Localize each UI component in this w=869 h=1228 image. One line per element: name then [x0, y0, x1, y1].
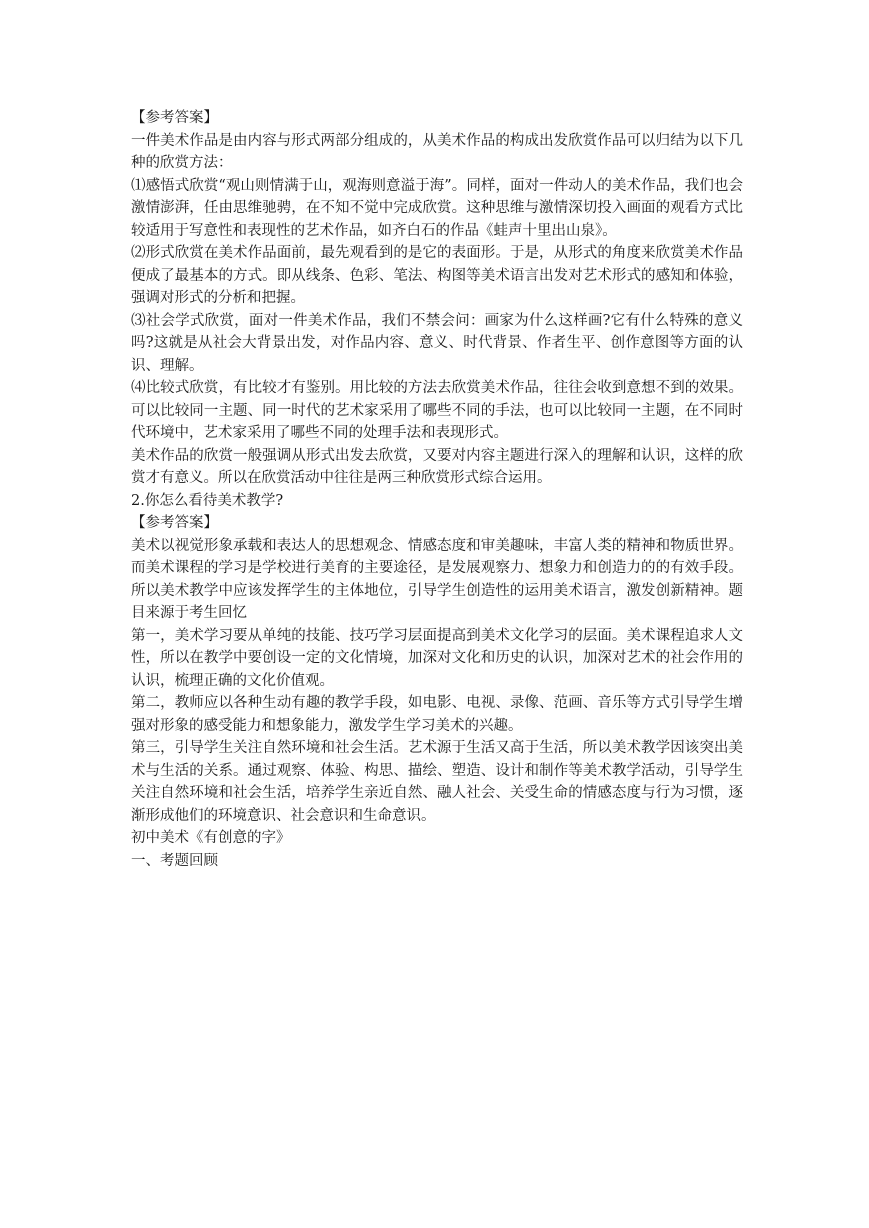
section-heading: 一、考题回顾 [131, 852, 218, 869]
summary-paragraph: 美术作品的欣赏一般强调从形式出发去欣赏，又要对内容主题进行深入的理解和认识，这样的欣赏才有意义。所以在欣赏活动中往往是两三种欣赏形式综合运用。 [131, 447, 743, 486]
method-1-paragraph: ⑴感悟式欣赏“观山则情满于山，观海则意溢于海”。同样，面对一件动人的美术作品，我们也会激情澎湃，任由思维驰骋，在不知不觉中完成欣赏。这种思维与激情深切投入画面的观看方式比较适用于写意性和表现性的艺术作品，如齐白石的作品《蛙声十里出山泉》。 [131, 177, 743, 239]
lesson-title: 初中美术《有创意的字》 [131, 830, 291, 846]
document-page [131, 107, 743, 872]
point-2-paragraph: 第二，教师应以各种生动有趣的教学手段，如电影、电视、录像、范画、音乐等方式引导学生增强对形象的感受能力和想象能力，激发学生学习美术的兴趣。 [131, 695, 743, 734]
method-4-paragraph: ⑷比较式欣赏，有比较才有鉴别。用比较的方法去欣赏美术作品，往往会收到意想不到的效果。可以比较同一主题、同一时代的艺术家采用了哪些不同的手法，也可以比较同一主题，在不同时代环境中，艺术家采用了哪些不同的处理手法和表现形式。 [131, 380, 743, 441]
teaching-intro-paragraph: 美术以视觉形象承载和表达人的思想观念、情感态度和审美趣味，丰富人类的精神和物质世界。而美术课程的学习是学校进行美育的主要途径，是发展观察力、想象力和创造力的的有效手段。所以美术教学中应该发挥学生的主体地位，引导学生创造性的运用美术语言，激发创新精神。题目来源于考生回忆 [131, 537, 743, 621]
method-2-paragraph: ⑵形式欣赏在美术作品面前，最先观看到的是它的表面形。于是，从形式的角度来欣赏美术作品便成了最基本的方式。即从线条、色彩、笔法、构图等美术语言出发对艺术形式的感知和体验，强调对形式的分析和把握。 [131, 245, 743, 306]
method-3-paragraph: ⑶社会学式欣赏，面对一件美术作品，我们不禁会问：画家为什么这样画?它有什么特殊的意义吗?这就是从社会大背景出发，对作品内容、意义、时代背景、作者生平、创作意图等方面的认识、理解。 [131, 312, 743, 374]
answer-heading-1: 【参考答案】 [131, 110, 218, 126]
question-2: 2.你怎么看待美术教学? [131, 492, 284, 509]
intro-paragraph: 一件美术作品是由内容与形式两部分组成的，从美术作品的构成出发欣赏作品可以归结为以下几种的欣赏方法： [131, 132, 743, 171]
point-1-paragraph: 第一，美术学习要从单纯的技能、技巧学习层面提高到美术文化学习的层面。美术课程追求人文性，所以在教学中要创设一定的文化情境，加深对文化和历史的认识，加深对艺术的社会作用的认识，梳理正确的文化价值观。 [131, 627, 743, 689]
answer-heading-2: 【参考答案】 [131, 515, 218, 531]
point-3-paragraph: 第三，引导学生关注自然环境和社会生活。艺术源于生活又高于生活，所以美术教学因该突出美术与生活的关系。通过观察、体验、构思、描绘、塑造、设计和制作等美术教学活动，引导学生关注自然环境和社会生活，培养学生亲近自然、融人社会、关受生命的情感态度与行为习惯，逐渐形成他们的环境意识、社会意识和生命意识。 [131, 740, 743, 824]
